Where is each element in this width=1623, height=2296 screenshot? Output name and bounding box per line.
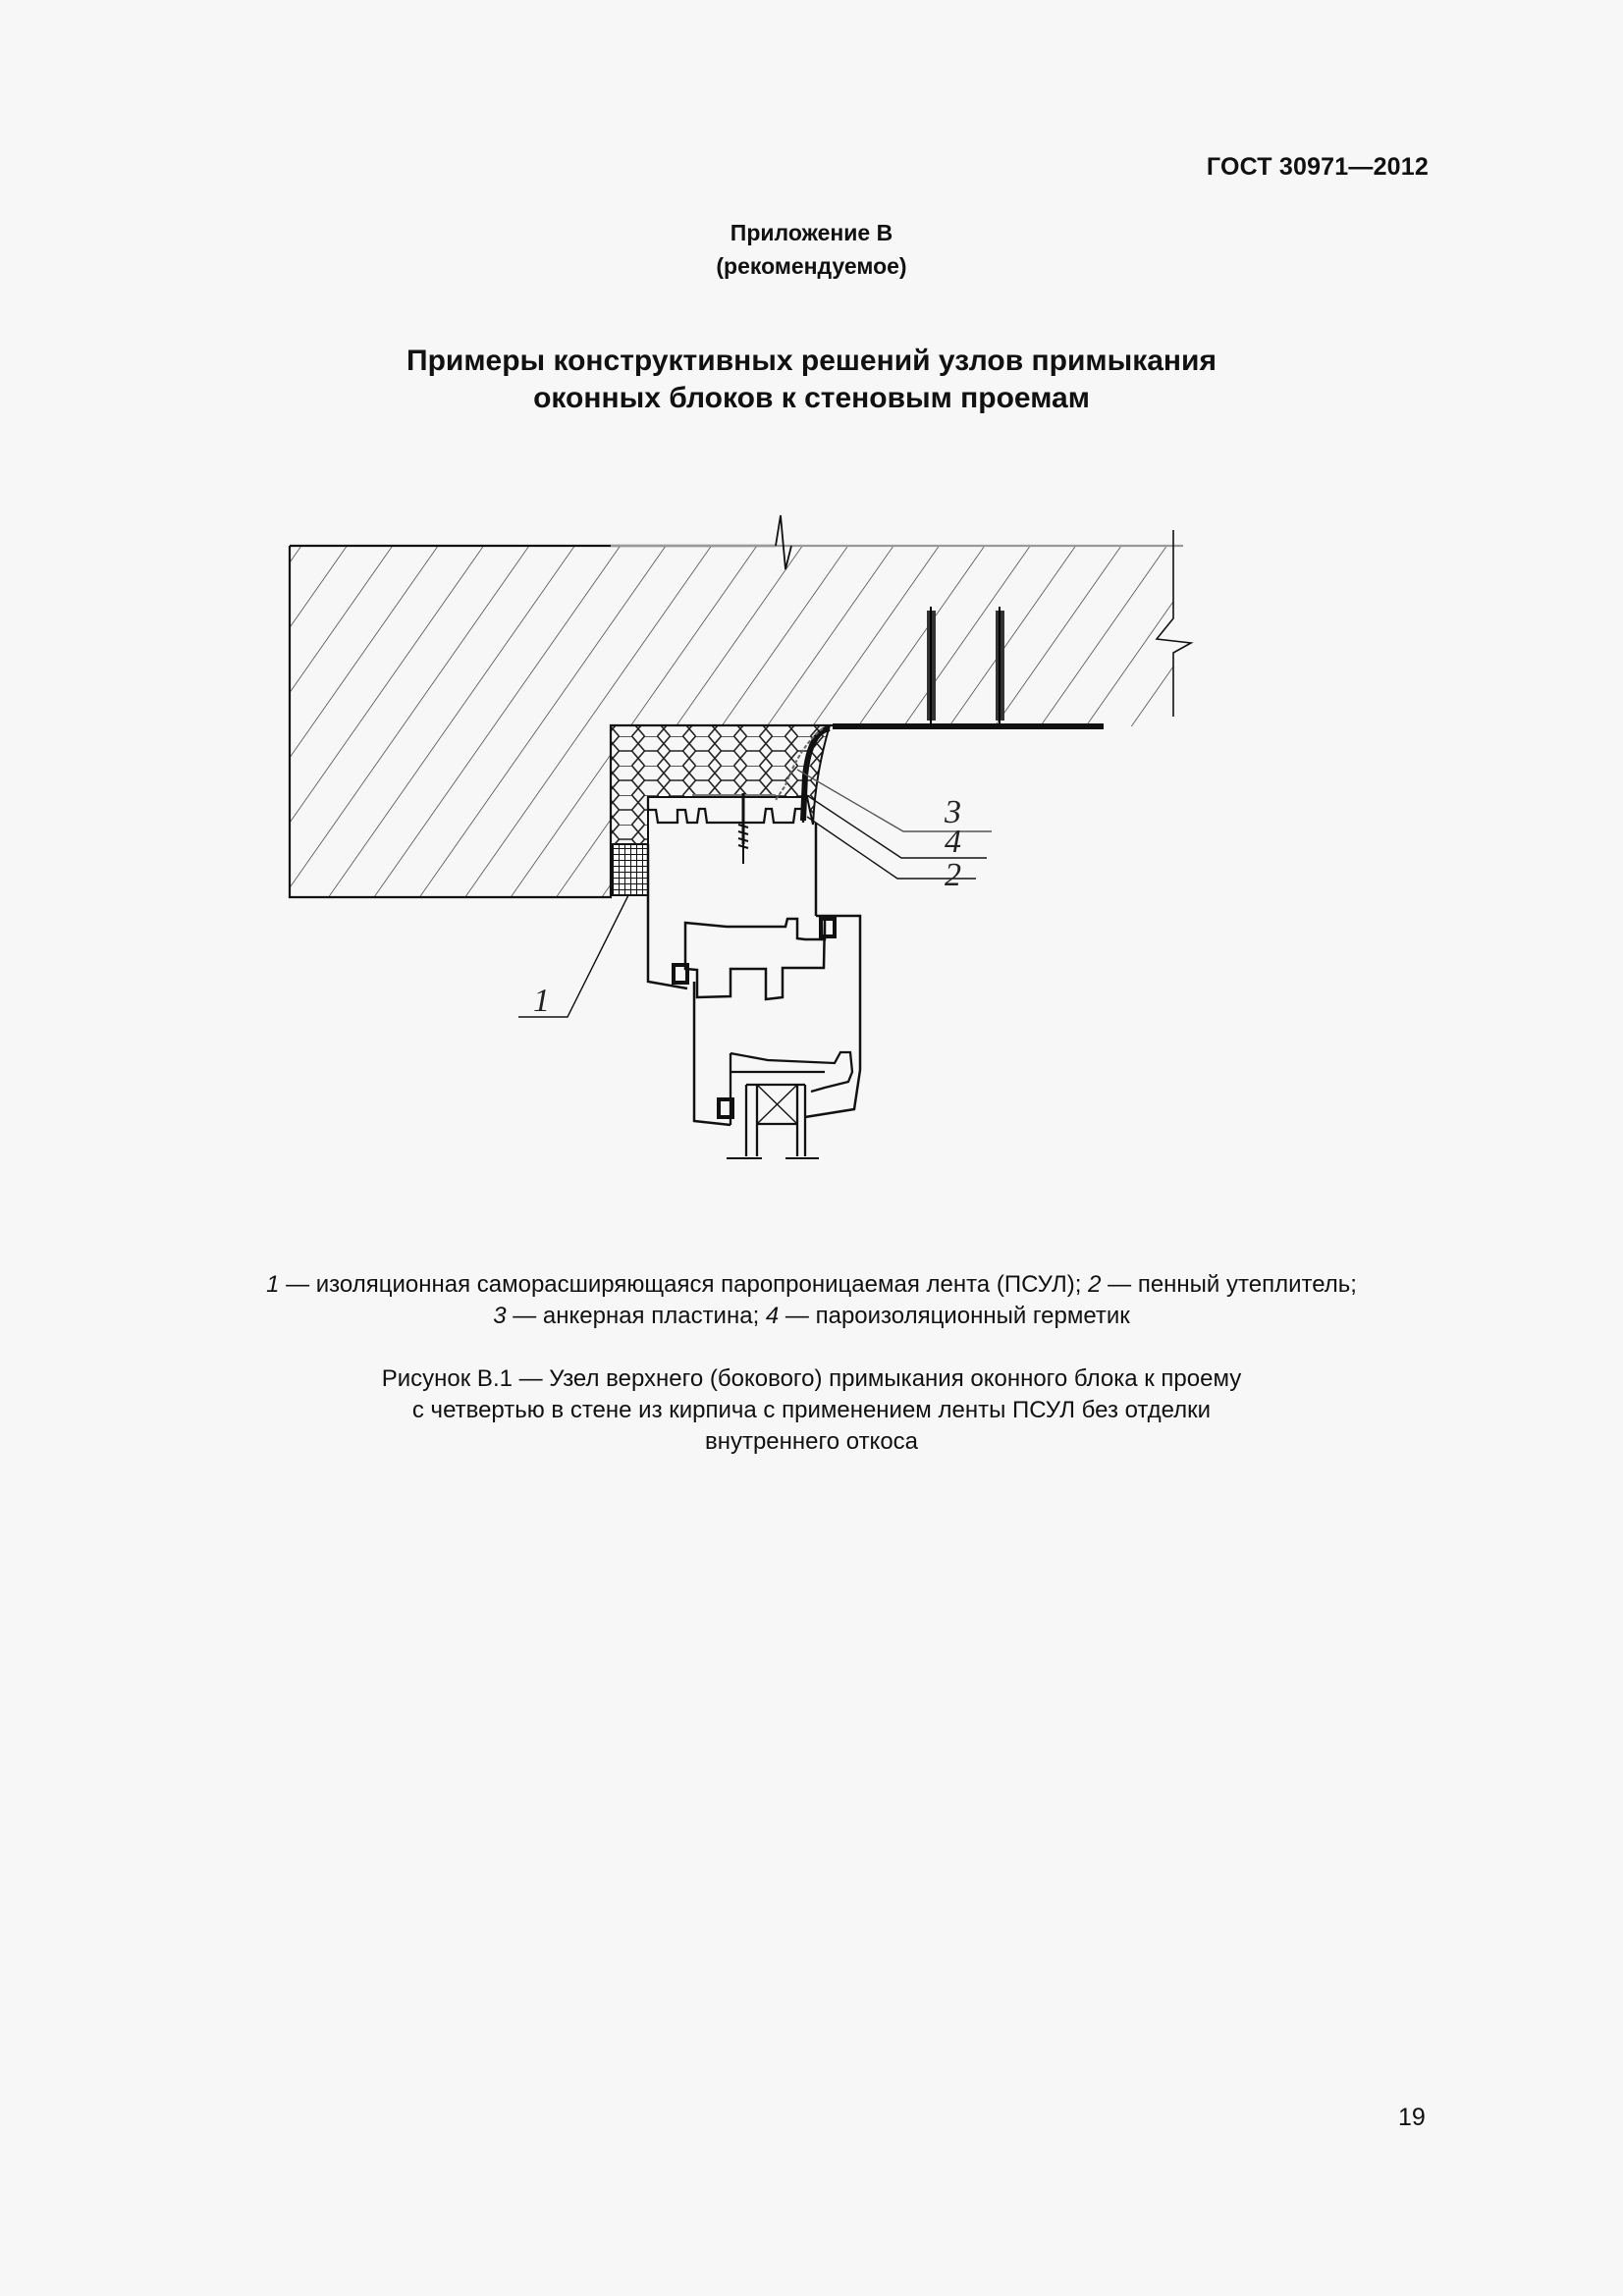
legend-num-3: 3 [493,1303,507,1329]
callout-3: 3 [945,794,961,830]
caption-line-1: Рисунок В.1 — Узел верхнего (бокового) примыкания оконного блока к проему [381,1365,1242,1392]
caption-line-3: внутреннего откоса [704,1428,919,1455]
legend-text-4: — пароизоляционный герметик [779,1303,1130,1329]
foam-insulation [611,725,830,858]
appendix-title: Приложение В [730,220,893,245]
legend-text-1: — изоляционная саморасширяющаяся паропроницаемая лента (ПСУЛ); [279,1271,1089,1298]
legend-text-2: — пенный утеплитель; [1101,1271,1357,1298]
legend-line-2 [0,1301,1623,1332]
caption-line-2: с четвертью в стене из кирпича с применением ленты ПСУЛ без отделки [411,1397,1212,1423]
brick-wall [290,515,1191,897]
callout-1: 1 [533,983,550,1019]
legend-line-1 [0,1269,1623,1301]
window-frame [648,823,860,1125]
appendix-status: (рекомендуемое) [716,253,907,279]
section-title [0,343,1623,417]
appendix-heading [0,216,1623,283]
callout-2: 2 [945,857,961,893]
callout-4: 4 [945,824,961,860]
legend-num-2: 2 [1088,1271,1102,1298]
legend-num-4: 4 [765,1303,780,1329]
window-frame-top-profile [648,793,803,864]
psul-tape [612,844,648,895]
window-junction-drawing [0,491,1623,1198]
legend-num-1: 1 [266,1271,280,1298]
standard-number-header: ГОСТ 30971—2012 [1206,153,1429,181]
legend-text-3: — анкерная пластина; [506,1303,766,1329]
page-number: 19 [1398,2104,1426,2131]
section-title-line-1: Примеры конструктивных решений узлов примыкания [406,345,1217,377]
figure-legend [0,1269,1623,1332]
section-title-line-2: оконных блоков к стеновым проемам [533,382,1090,414]
window-sash [727,1052,852,1158]
figure-caption [0,1363,1623,1458]
